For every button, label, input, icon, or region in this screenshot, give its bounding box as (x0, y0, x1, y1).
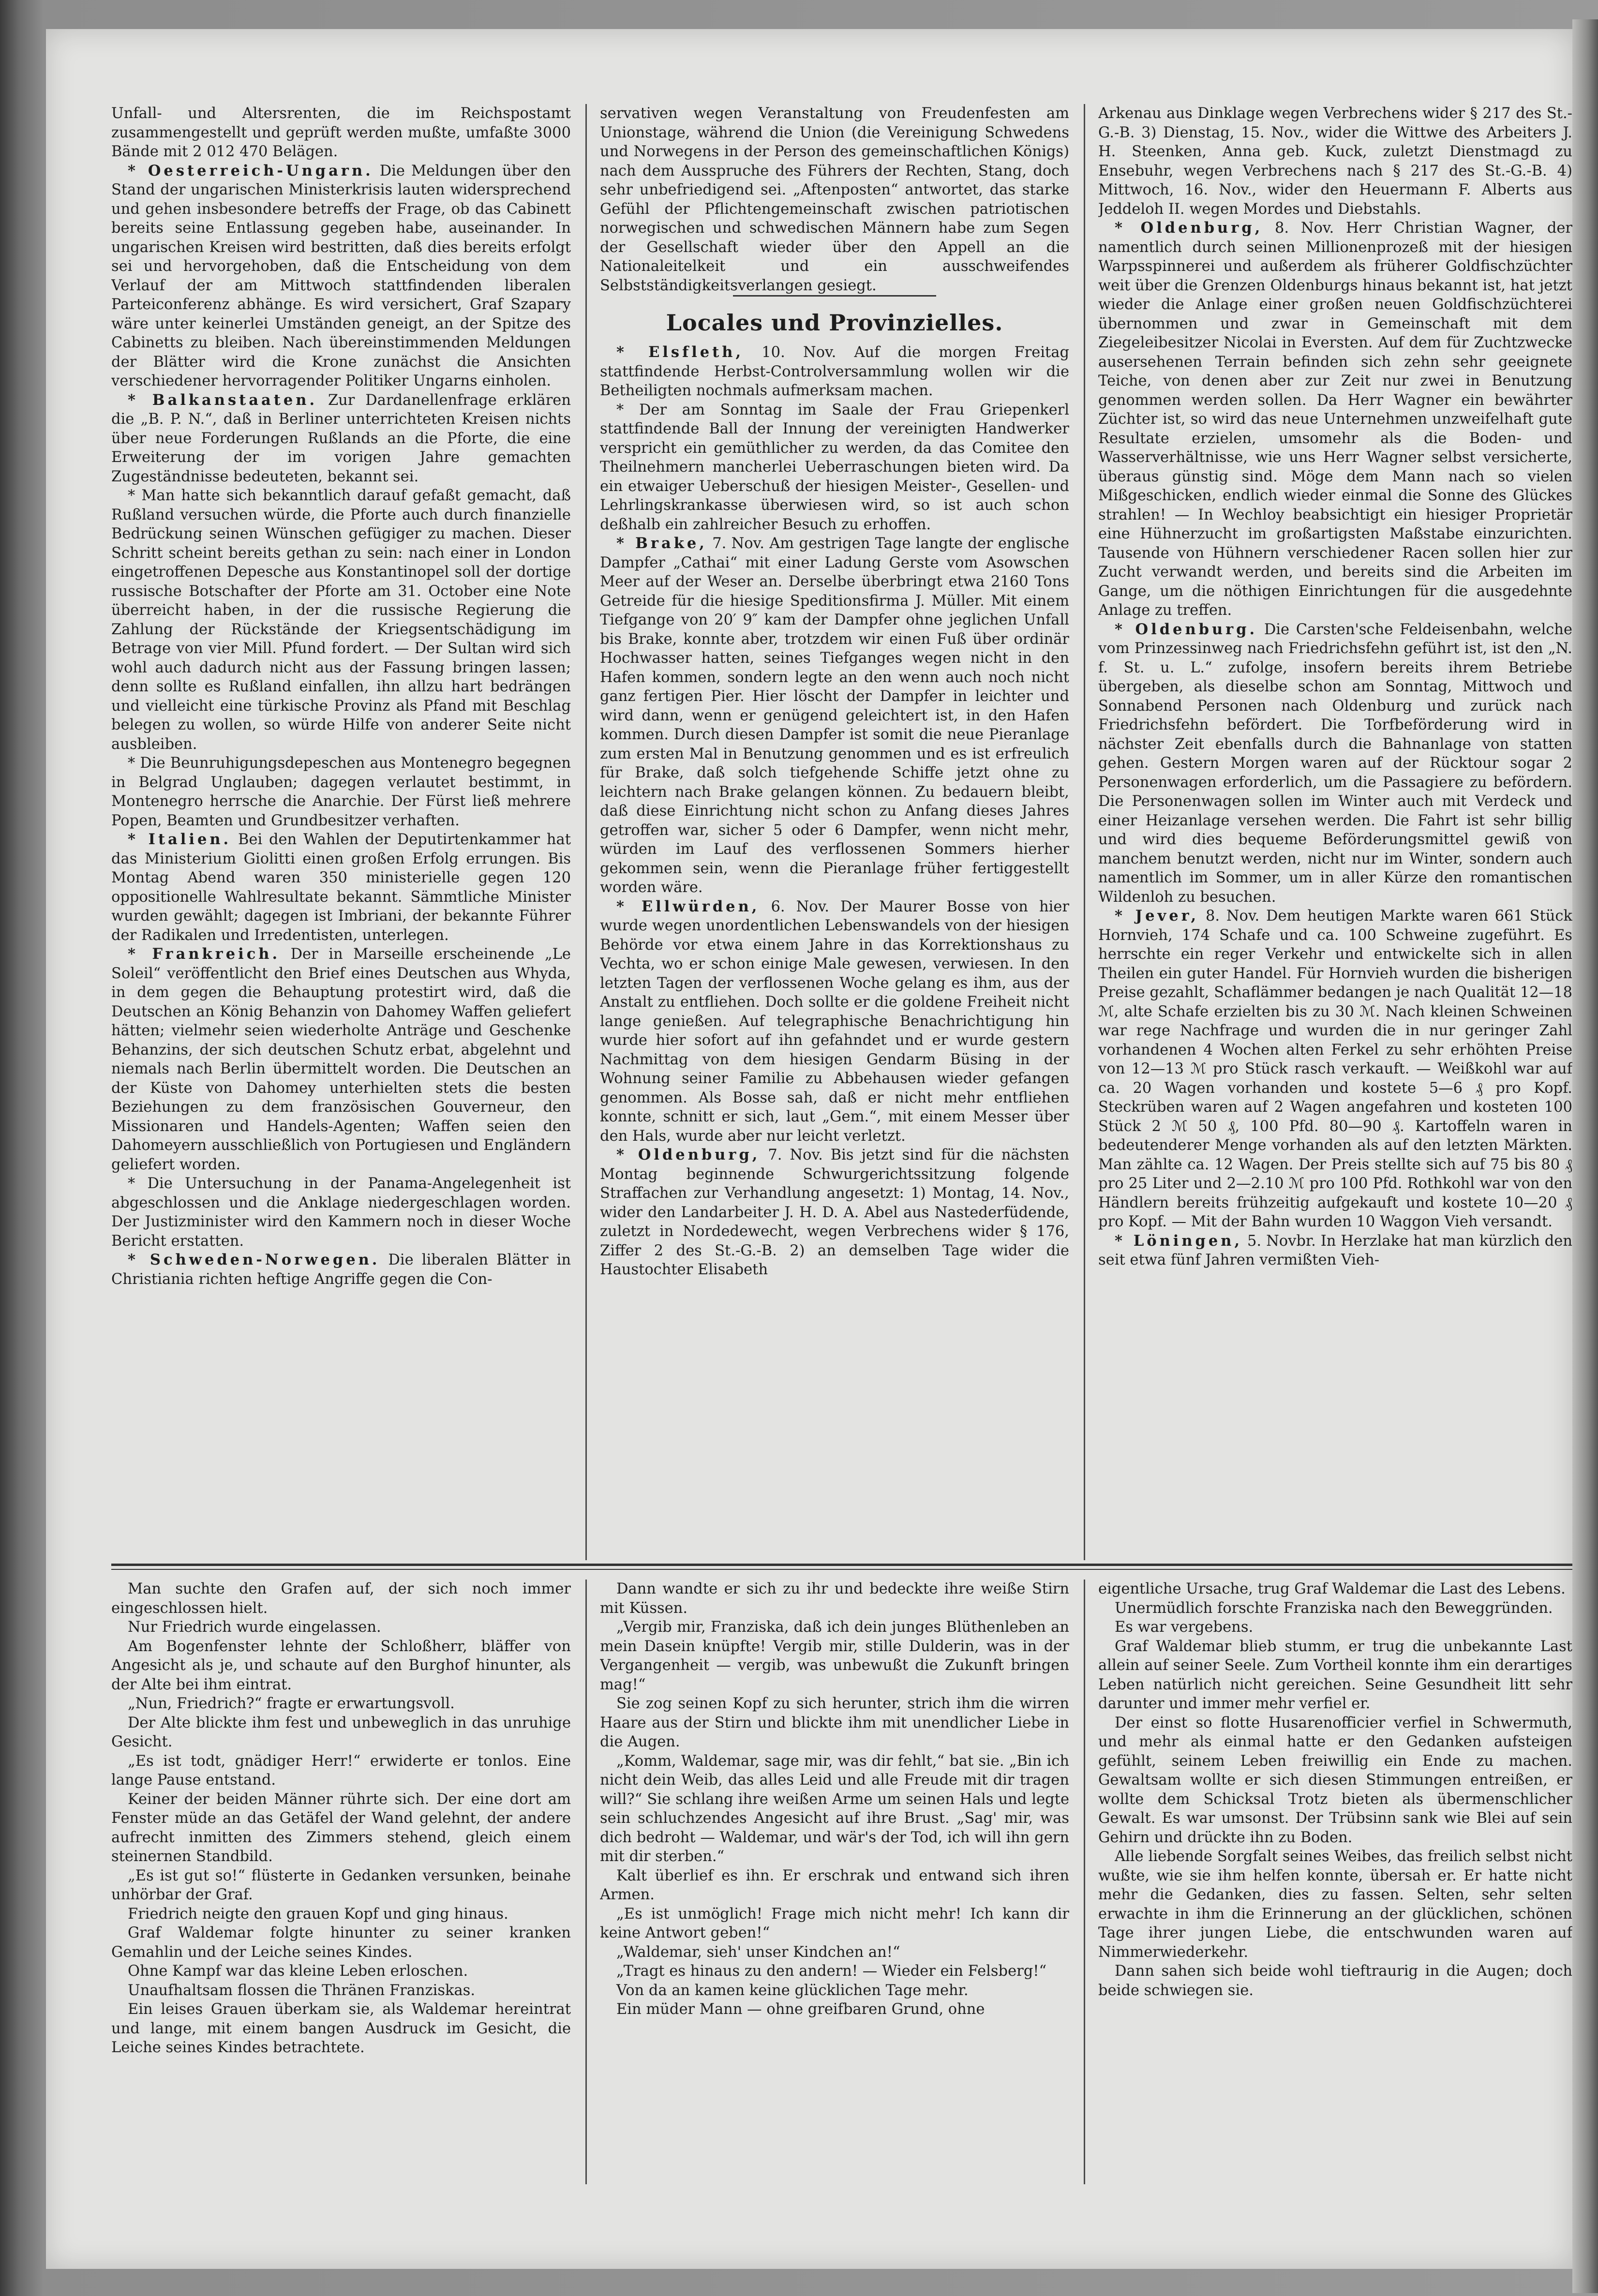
paragraph-text: 7. Nov. Bis jetzt sind für die nächsten Montag beginnende Schwurgerichtssitzung folgende Straffachen zur Verhandlung angesetzt: 1) Montag, 14. Nov., wider den Landarbeiter J. H. D. A. Abel aus Nastederfüdende, zuletzt in Nordedewecht, wegen Verbrechens wider § 176, Ziffer 2 des St.-G.-B. 2) an demselben Tage wider die Haustochter Elisabeth (600, 1147, 1069, 1278)
paragraph (111, 486, 571, 754)
paragraph (600, 1981, 1069, 2000)
news-column-2-bottom (600, 343, 1069, 1280)
paragraph-lead: * Oesterreich-Ungarn. (128, 162, 373, 179)
paragraph (111, 1923, 571, 1962)
paragraph (111, 2000, 571, 2057)
paragraph (1098, 1714, 1572, 1848)
paragraph-text: Man suchte den Grafen auf, der sich noch immer eingeschlossen hielt. (111, 1580, 571, 1617)
paragraph-text: 6. Nov. Der Maurer Bosse von hier wurde wegen unordentlichen Lebenswandels von der hiesigen Behörde vor etwa einem Jahre in das Korrektionshaus zu Vechta, wo er schon einige Male gewesen, verwiesen. In den letzten Tagen der verflossenen Woche gelang es ihm, aus der Anstalt zu entfliehen. Doch sollte er die goldene Freiheit nicht lange genießen. Auf telegraphische Benachrichtigung hin wurde hier sofort auf ihn gefahndet und er wurde gestern Nachmittag von dem hiesigen Gendarm Büsing in der Wohnung seiner Familie zu Abbehausen wieder gefangen genommen. Als Bosse sah, daß er nicht mehr entfliehen konnte, schnitt er sich, laut „Gem.“, mit einem Messer über den Hals, wurde aber nur leicht verletzt. (600, 898, 1069, 1145)
paragraph (111, 1905, 571, 1924)
paragraph (600, 1694, 1069, 1752)
paragraph-lead: * Italien. (128, 831, 232, 848)
paragraph-text: „Tragt es hinaus zu den andern! — Wieder ein Felsberg!“ (616, 1963, 1047, 1980)
paragraph-text: Ein leises Grauen überkam sie, als Waldemar hereintrat und lange, mit einem bangen Ausdruck im Gesicht, die Leiche seines Kindes betrachtete. (111, 2001, 571, 2056)
news-section (111, 104, 1572, 1560)
paragraph-text: * Die Untersuchung in der Panama-Angelegenheit ist abgeschlossen und die Anklage niedergeschlagen worden. Der Justizminister wird den Kammern noch in dieser Woche Bericht erstatten. (111, 1175, 571, 1250)
section-heading: Locales und Provinzielles. (666, 310, 1003, 336)
paragraph-text: Graf Waldemar blieb stumm, er trug die unbekannte Last allein auf seiner Seele. Zum Vortheil konnte ihm ein derartiges Leben natürlich nicht gereichen. Seine Gesundheit litt sehr darunter und immer mehr verfiel er. (1098, 1638, 1572, 1712)
paragraph-text: Der Alte blickte ihm fest und unbeweglich in das unruhige Gesicht. (111, 1714, 571, 1750)
paragraph-lead: * Schweden-Norwegen. (128, 1251, 380, 1268)
paragraph-lead: * Brake, (616, 535, 707, 552)
paragraph-text: Der in Marseille erscheinende „Le Soleil“ veröffentlicht den Brief eines Deutschen aus Whyda, in dem gegen die Behauptung protestirt wird, daß die Deutschen an König Behanzin von Dahomey Waffen geliefert hätten; vielmehr seien wiederholte Anträge und Geschenke Behanzins, der sich deutschen Schutz erbat, abgelehnt und niemals nach Berlin übermittelt worden. Die Deutschen an der Küste von Dahomey unterhielten stets die besten Beziehungen zu dem französischen Gouverneur, den Missionaren und Handels-Agenten; Waffen seien den Dahomeyern ausschließlich von Portugiesen und Engländern geliefert worden. (111, 946, 571, 1173)
paragraph (1098, 620, 1572, 907)
paragraph (600, 1146, 1069, 1280)
paragraph-text: Keiner der beiden Männer rührte sich. Der eine dort am Fenster müde an das Getäfel der Wand gelehnt, der andere aufrecht inmitten des Zimmers stehend, gleich einem steinernen Standbild. (111, 1790, 571, 1865)
paragraph-lead: * Oldenburg. (1115, 620, 1258, 638)
paragraph-text: Unaufhaltsam flossen die Thränen Franziskas. (128, 1982, 476, 1999)
paragraph-text: 10. Nov. Auf die morgen Freitag stattfindende Herbst-Controlversammlung wollen wir die Betheiligten nochmals aufmerksam machen. (600, 344, 1069, 399)
paragraph (111, 1694, 571, 1714)
paragraph-text: Nur Friedrich wurde eingelassen. (128, 1619, 381, 1636)
news-column-3 (1098, 104, 1572, 1560)
column-rule (1084, 104, 1085, 1560)
news-column-1 (111, 104, 571, 1560)
paragraph-lead: * Balkanstaaten. (128, 391, 318, 409)
paragraph-text: Dann sahen sich beide wohl tieftraurig in die Augen; doch beide schwiegen sie. (1098, 1963, 1572, 1999)
paragraph (600, 1752, 1069, 1866)
paragraph-text: Dann wandte er sich zu ihr und bedeckte ihre weiße Stirn mit Küssen. (600, 1580, 1069, 1617)
paragraph-text: Graf Waldemar folgte hinunter zu seiner kranken Gemahlin und der Leiche seines Kindes. (111, 1924, 571, 1961)
paragraph (600, 1905, 1069, 1943)
paragraph (1098, 907, 1572, 1232)
paragraph-text: 8. Nov. Dem heutigen Markte waren 661 Stück Hornvieh, 174 Schafe und ca. 100 Schweine zugeführt. Es herrschte ein reger Verkehr und entwickelte sich in allen Theilen ein guter Handel. Für Hornvieh wurden die bisherigen Preise gezahlt, Schaflämmer bedangen je nach Qualität 12—18 ℳ, alte Schafe erzielten bis zu 30 ℳ. Nach kleinen Schweinen war rege Nachfrage und wurden die in nur geringer Zahl vorhandenen 4 Wochen alten Ferkel zu sehr erhöhten Preise von 12—13 ℳ pro Stück rasch verkauft. — Weißkohl war auf ca. 20 Wagen vorhanden und kostete 5—6 ₰ pro Kopf. Steckrüben waren auf 2 Wagen angefahren und kosteten 100 Stück 2 ℳ 50 ₰, 100 Pfd. 80—90 ₰. Kartoffeln waren in bedeutenderer Menge vorhanden als auf den letzten Märkten. Man zählte ca. 12 Wagen. Der Preis stellte sich auf 75 bis 80 ₰ pro 25 Liter und 2—2.10 ℳ pro 100 Pfd. Rothkohl war von den Händlern bereits frühzeitig aufgekauft und kostete 10—20 ₰ pro Kopf. — Mit der Bahn wurden 10 Waggon Vieh versandt. (1098, 908, 1572, 1230)
paragraph-text: * Man hatte sich bekanntlich darauf gefaßt gemacht, daß Rußland versuchen würde, die Pforte auch durch finanzielle Bedrückung seinen Wünschen gefügiger zu machen. Dieser Schritt scheint bereits gethan zu sein: nach einer in London eingetroffenen Depesche aus Konstantinopel soll der dortige russische Botschafter der Pforte am 31. October eine Note überreicht haben, in der die russische Regierung die Zahlung der Rückstände der Kriegsentschädigung im Betrage von vier Mill. Pfund fordert. — Der Sultan wird sich wohl auch dadurch nicht aus der Fassung bringen lassen; denn sollte es Rußland einfallen, ihn allzu hart bedrängen und vielleicht eine türkische Provinz als Pfand mit Beschlag belegen zu wollen, so würde Hilfe von anderer Seite nicht ausbleiben. (111, 487, 571, 753)
paragraph (1098, 1847, 1572, 1962)
paragraph-text: 8. Nov. Herr Christian Wagner, der namentlich durch seinen Millionenprozeß mit der hiesigen Warpsspinnerei und außerdem als früherer Goldfischzüchter weit über die Grenzen Oldenburgs hinaus bekannt ist, hat jetzt wieder die Anlage einer großen neuen Goldfischzüchterei übernommen und zwar in Gemeinschaft mit dem Ziegeleibesitzer Nicolai in Eversten. Auf dem für Zuchtzwecke ausersehenen Terrain befinden sich zehn sehr geeignete Teiche, von denen aber zur Zeit nur zwei in Benutzung genommen werden sollen. Da Herr Wagner ein bewährter Züchter ist, so wird das neue Unternehmen unzweifelhaft gute Resultate erzielen, umsomehr als die Boden- und Wasserverhältnisse, wie uns Herr Wagner selbst versicherte, überaus günstig sind. Möge dem Mann nach so vielen Mißgeschicken, endlich wieder einmal die Sonne des Glückes strahlen! — In Wechloy beabsichtigt ein hiesiger Proprietär eine Hühnerzucht im großartigsten Maßstabe einzurichten. Tausende von Hühnern verschiedener Racen sollen hier zur Zucht verwandt werden, und bereits sind die Arbeiten im Gange, um die nöthigen Einrichtungen für die ausgedehnte Anlage zu treffen. (1098, 220, 1572, 619)
news-column-2 (600, 104, 1069, 1560)
feuilleton-section (111, 1580, 1572, 2184)
paragraph (111, 162, 571, 391)
paragraph-text: 7. Nov. Am gestrigen Tage langte der englische Dampfer „Cathai“ mit einer Ladung Gerste vom Asowschen Meer auf der Weser an. Derselbe überbringt etwa 2160 Tons Getreide für die hiesige Speditionsfirma J. Müller. Mit einem Tiefgange von 20′ 9″ kam der Dampfer ohne jeglichen Unfall bis Brake, konnte aber, trotzdem wir einen Fuß über ordinär Hochwasser hatten, seines Tiefganges wegen nicht in den Hafen kommen, sondern legte an den wenn auch noch nicht ganz fertigen Pier. Hier löscht der Dampfer in leichter und wird dann, wenn er genügend geleichtert ist, in den Hafen kommen. Durch diesen Dampfer ist somit die neue Pieranlage zum ersten Mal in Benutzung genommen und es ist erfreulich für Brake, daß solch tiefgehende Schiffe jetzt ohne zu leichtern nach Brake gelangen können. Zu bedauern bleibt, daß diese Einrichtung nicht schon zu Anfang dieses Jahres getroffen war, sicher 5 oder 6 Dampfer, wenn nicht mehr, würden im Lauf des verflossenen Sommers hierher gekommen sein, wenn die Pieranlage früher fertiggestellt worden wäre. (600, 535, 1069, 896)
paragraph-lead: * Frankreich. (128, 945, 281, 963)
paragraph-text: Die Meldungen über den Stand der ungarischen Ministerkrisis lauten widersprechend und gehen insbesondere betreffs der Frage, ob das Cabinett bereits seine Entlassung gegeben habe, auseinander. In ungarischen Kreisen wird bestritten, daß dies bereits erfolgt sei und hervorgehoben, daß die Entscheidung von dem Verlauf der am Mittwoch stattfindenden liberalen Parteiconferenz abhänge. Es wird versichert, Graf Szapary wäre unter keinerlei Umständen geneigt, an der Spitze des Cabinetts zu bleiben. Nach übereinstimmenden Meldungen der Blätter wird die Krone zunächst die Ansichten verschiedener hervorragender Politiker Ungarns einholen. (111, 162, 571, 389)
paragraph-text: Friedrich neigte den grauen Kopf und ging hinaus. (128, 1905, 508, 1923)
paragraph (1098, 219, 1572, 620)
paragraph-text: Von da an kamen keine glücklichen Tage mehr. (616, 1982, 969, 1999)
paragraph-text: Sie zog seinen Kopf zu sich herunter, strich ihm die wirren Haare aus der Stirn und blickte ihm mit unendlicher Liebe in die Augen. (600, 1695, 1069, 1750)
paragraph (111, 1752, 571, 1790)
paragraph (1098, 1618, 1572, 1637)
paragraph-text: eigentliche Ursache, trug Graf Waldemar die Last des Lebens. (1098, 1580, 1566, 1597)
paragraph (1098, 1599, 1572, 1618)
paragraph-text: Die Carsten'sche Feldeisenbahn, welche vom Prinzessinweg nach Friedrichsfehn geführt ist, ist den „N. f. St. u. L.“ zufolge, insofern bereits ihrem Betriebe übergeben, als dieselbe schon am Sonntag, Mittwoch und Sonnabend Personen nach Oldenburg und zurück nach Friedrichsfehn befördert. Die Torfbeförderung wird in nächster Zeit ebenfalls durch die Bahnanlage von statten gehen. Gestern Morgen waren auf der Rücktour sogar 2 Personenwagen erforderlich, um die Passagiere zu befördern. Die Personenwagen sollen im Winter auch mit Verdeck und einer Heizanlage versehen werden. Die Fahrt ist sehr billig und wird dies bequeme Beförderungsmittel gewiß von manchem benutzt werden, nicht nur im Winter, sondern auch namentlich im Sommer, um in aller Kürze den romantischen Wildenloh zu besuchen. (1098, 621, 1572, 906)
paragraph (111, 1714, 571, 1752)
paragraph-text: „Es ist gut so!“ flüsterte in Gedanken versunken, beinahe unhörbar der Graf. (111, 1867, 571, 1903)
paragraph-text: Unermüdlich forschte Franziska nach den Beweggründen. (1115, 1599, 1553, 1617)
paragraph-text: Zur Dardanellenfrage erklären die „B. P. N.“, daß in Berliner unterrichteten Kreisen nichts über neue Forderungen Rußlands an die Pforte, die eine Erweiterung der im vorigen Jahre gemachten Zugeständnisse bedeuteten, bekannt sei. (111, 391, 571, 485)
paragraph (111, 830, 571, 945)
paragraph-text: Ein müder Mann — ohne greifbaren Grund, ohne (616, 2001, 985, 2018)
column-rule (1084, 1580, 1085, 2184)
paragraph (111, 1981, 571, 2000)
heading-rule (733, 295, 936, 297)
paragraph (600, 2000, 1069, 2019)
paragraph (600, 104, 1069, 295)
paragraph (111, 1618, 571, 1637)
feuilleton-column-2 (600, 1580, 1069, 2184)
paragraph (1098, 1637, 1572, 1714)
paragraph-text: Die liberalen Blätter in Christiania richten heftige Angriffe gegen die Con- (111, 1252, 571, 1288)
paragraph-text: Der einst so flotte Husarenofficier verfiel in Schwermuth, und mehr als einmal hatte er den Gedanken aufsteigen gefühlt, seinem Leben freiwillig ein Ende zu machen. Gewaltsam wollte er sich diesen Stimmungen entreißen, er wollte dem Schicksal Trotz bieten als übermenschlicher Gewalt. Es war umsonst. Der Trübsinn sank wie Blei auf sein Gehirn und drückte ihn zu Boden. (1098, 1714, 1572, 1846)
paragraph (600, 401, 1069, 535)
paragraph (600, 1943, 1069, 1962)
paragraph (111, 1637, 571, 1695)
paragraph (111, 1962, 571, 1981)
paragraph-text: Arkenau aus Dinklage wegen Verbrechens wider § 217 des St.-G.-B. 3) Dienstag, 15. Nov., wider die Wittwe des Arbeiters J. H. Steenken, Anna geb. Kuck, zuletzt Dienstmagd zu Ensebuhr, wegen Verbrechens nach § 217 des St.-G.-B. 4) Mittwoch, 16. Nov., wider den Heuermann F. Alberts aus Jeddeloh II. wegen Mordes und Diebstahls. (1098, 105, 1572, 218)
paragraph-text: * Die Beunruhigungsdepeschen aus Montenegro begegnen in Belgrad Unglauben; dagegen verlautet bestimmt, in Montenegro herrsche die Anarchie. Der Fürst ließ mehrere Popen, Beamten und Grundbesitzer verhaften. (111, 755, 571, 829)
paragraph (600, 534, 1069, 897)
paragraph (1098, 1580, 1572, 1599)
news-column-2-top (600, 104, 1069, 295)
feuilleton-column-1 (111, 1580, 571, 2184)
paragraph (111, 1174, 571, 1251)
paragraph (111, 1580, 571, 1618)
paragraph-text: * Der am Sonntag im Saale der Frau Griepenkerl stattfindende Ball der Innung der vereinigten Handwerker verspricht ein gemüthlicher zu werden, da das Comitee den Theilnehmern mancherlei Ueberraschungen bieten wird. Da ein etwaiger Ueberschuß der hiesigen Meister-, Gesellen- und Lehrlingskrankasse überwiesen wird, so ist auch schon deßhalb ein zahlreicher Besuch zu erhoffen. (600, 401, 1069, 533)
paragraph (111, 1251, 571, 1289)
paragraph (600, 343, 1069, 401)
paragraph (600, 1618, 1069, 1694)
paragraph (111, 1866, 571, 1905)
paragraph-text: Unfall- und Altersrenten, die im Reichspostamt zusammengestellt und geprüft werden mußte, umfaßte 3000 Bände mit 2 012 470 Belägen. (111, 105, 571, 160)
feuilleton-rule-thin (111, 1569, 1572, 1570)
paragraph-text: „Nun, Friedrich?“ fragte er erwartungsvoll. (128, 1695, 455, 1712)
column-rule (585, 1580, 587, 2184)
paragraph (111, 1790, 571, 1866)
paragraph-text: Es war vergebens. (1115, 1619, 1254, 1636)
paragraph-lead: * Oldenburg, (1115, 219, 1263, 237)
paragraph (1098, 1962, 1572, 2000)
paragraph-text: Kalt überlief es ihn. Er erschrak und entwand sich ihren Armen. (600, 1867, 1069, 1903)
paragraph (111, 754, 571, 830)
paragraph-lead: * Elsfleth, (616, 343, 744, 361)
paragraph-lead: * Löningen, (1115, 1232, 1243, 1250)
paragraph (1098, 104, 1572, 219)
paragraph-text: „Es ist unmöglich! Frage mich nicht mehr! Ich kann dir keine Antwort geben!“ (600, 1905, 1069, 1941)
paragraph-lead: * Oldenburg, (616, 1146, 761, 1163)
paragraph-text: 5. Novbr. In Herzlake hat man kürzlich den seit etwa fünf Jahren vermißten Vieh- (1098, 1232, 1572, 1268)
paragraph (600, 1866, 1069, 1905)
paragraph (600, 1580, 1069, 1618)
paragraph (111, 945, 571, 1174)
paragraph-text: Alle liebende Sorgfalt seines Weibes, das freilich selbst nicht wußte, wie sie ihm helfen konnte, übersah er. Er hatte nicht mehr die Gedanken, dies zu fassen. Selten, sehr selten erwachte in ihm die Erinnerung an der glücklichen, schönen Tage ihrer jungen Liebe, die entschwunden waren auf Nimmerwiederkehr. (1098, 1848, 1572, 1961)
paragraph-text: Ohne Kampf war das kleine Leben erloschen. (128, 1963, 468, 1980)
paragraph (111, 391, 571, 487)
next-page-edge (1572, 19, 1598, 2293)
paragraph (111, 104, 571, 162)
paragraph-text: „Waldemar, sieh' unser Kindchen an!“ (616, 1943, 900, 1961)
feuilleton-rule (111, 1564, 1572, 1566)
paragraph-text: Am Bogenfenster lehnte der Schloßherr, bläffer von Angesicht als je, und schaute auf den Burghof hinunter, als der Alte bei ihm eintrat. (111, 1638, 571, 1693)
paragraph-text: „Es ist todt, gnädiger Herr!“ erwiderte er tonlos. Eine lange Pause entstand. (111, 1752, 571, 1789)
paragraph (600, 897, 1069, 1146)
paragraph (1098, 1232, 1572, 1270)
paragraph-text: „Vergib mir, Franziska, daß ich dein junges Blüthenleben an mein Dasein knüpfte! Vergib mir, stille Dulderin, was in der Vergangenheit — vergib, was unbewußt die Zukunft bringen mag!“ (600, 1619, 1069, 1693)
column-rule (585, 104, 587, 1560)
paragraph-text: servativen wegen Veranstaltung von Freudenfesten am Unionstage, während die Union (die Vereinigung Schwedens und Norwegens in der Person des gemeinschaftlichen Königs) nach dem Ausspruche des Führers der Rechten, Stang, doch sehr unbefriedigend sei. „Aftenposten“ antwortet, das starke Gefühl der Pflichtengemeinschaft zwischen patriotischen norwegischen und schwedischen Männern habe zum Segen der Gesellschaft wieder über den Appell an die Nationaleitelkeit und ein ausschweifendes Selbstständigkeitsverlangen gesiegt. (600, 105, 1069, 294)
paragraph (600, 1962, 1069, 1981)
paragraph-text: „Komm, Waldemar, sage mir, was dir fehlt,“ bat sie. „Bin ich nicht dein Weib, das alles Leid und alle Freude mit dir tragen will?“ Sie schlang ihre weißen Arme um seinen Hals und legte sein schluchzendes Angesicht auf ihre Brust. „Sag' mir, was dich bedroht — Waldemar, und wär's der Tod, ich will ihn gern mit dir sterben.“ (600, 1752, 1069, 1865)
paragraph-lead: * Ellwürden, (616, 897, 760, 915)
paragraph-text: Bei den Wahlen der Deputirtenkammer hat das Ministerium Giolitti einen großen Erfolg errungen. Bis Montag Abend waren 350 ministerielle gegen 120 oppositionelle Wahlresultate bekannt. Sämmtliche Minister wurden gewählt; dagegen ist Imbriani, der bekannte Führer der Radikalen und Irredentisten, unterlegen. (111, 831, 571, 944)
paragraph-lead: * Jever, (1115, 907, 1199, 924)
feuilleton-column-3 (1098, 1580, 1572, 2184)
